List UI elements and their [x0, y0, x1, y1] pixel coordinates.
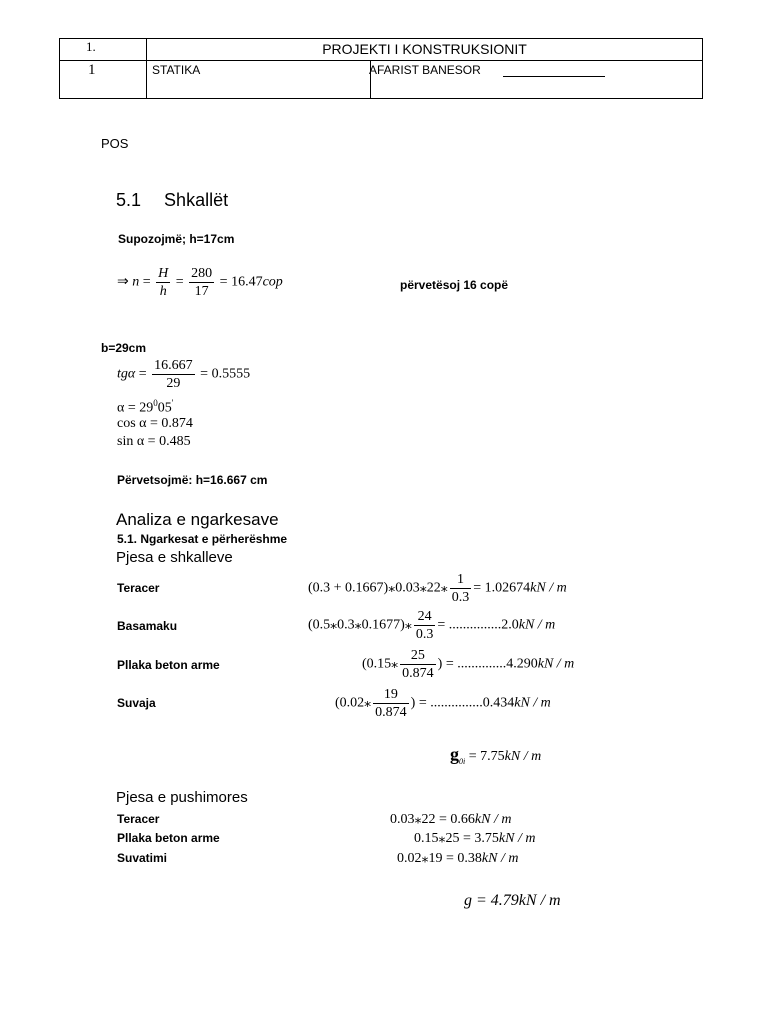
denominator: 29	[166, 376, 181, 391]
numerator: H	[158, 266, 169, 281]
analysis-title: Analiza e ngarkesave	[116, 510, 279, 529]
load-expr-post: = ...............2.0	[437, 617, 519, 633]
sin-line: sin α = 0.485	[117, 434, 191, 449]
g-total-value: g = 4.79	[464, 892, 519, 909]
load-expr-pre: (0.02⁎	[335, 695, 372, 711]
landing-load-expression	[397, 850, 518, 867]
n-var: n	[132, 274, 140, 290]
cos-line: cos α = 0.874	[117, 416, 193, 431]
implies-symbol: ⇒	[117, 274, 129, 290]
pos-label: POS	[101, 136, 129, 151]
landing-load-label: Teracer	[117, 812, 160, 826]
load-expr-pre: (0.3 + 0.1667)⁎0.03⁎22⁎	[308, 580, 448, 596]
numerator: 19	[373, 686, 409, 704]
b-label: b=29cm	[101, 341, 147, 355]
load-expression	[335, 686, 551, 721]
n-equation: ⇒ n = $\frac{H}{h}$ = $\frac{280}{17}$ = 16.47cop	[117, 266, 283, 299]
landing-load-expression	[390, 811, 511, 828]
load-unit: kN / m	[518, 617, 556, 633]
landing-unit: kN / m	[474, 812, 512, 827]
load-label: Suvaja	[117, 696, 156, 710]
numerator: 25	[400, 647, 436, 665]
numerator: 24	[414, 608, 436, 626]
header-title: PROJEKTI I KONSTRUKSIONIT	[322, 41, 527, 57]
g0-subscript: 0i	[459, 756, 466, 766]
landing-load-label: Suvatimi	[117, 851, 168, 865]
numerator: 16.667	[154, 358, 193, 373]
fraction	[414, 608, 436, 643]
load-unit: kN / m	[537, 656, 575, 672]
section-title: Shkallët	[164, 190, 229, 210]
denominator: 0.874	[375, 705, 407, 720]
alpha-line	[117, 398, 173, 417]
tg-lhs: tgα	[117, 366, 136, 382]
denominator: 0.874	[402, 666, 434, 681]
stair-part-heading: Pjesa e shkalleve	[116, 549, 233, 566]
load-label: Teracer	[117, 581, 160, 595]
landing-load-expression	[414, 830, 535, 847]
load-expr-post: ) = ...............0.434	[410, 695, 515, 711]
fraction	[152, 357, 195, 392]
load-expression	[362, 647, 574, 682]
denominator: 0.3	[451, 590, 470, 605]
adopt-h: Përvetsojmë: h=16.667 cm	[117, 473, 268, 487]
load-expr-pre: (0.15⁎	[362, 656, 399, 672]
tg-equation: tgα = $\frac{16.667}{29}$ = 0.5555	[117, 358, 251, 391]
degree-mark: 0	[153, 398, 158, 408]
fraction	[189, 265, 214, 300]
load-expression	[308, 608, 555, 643]
g0-symbol: g	[450, 744, 459, 764]
tg-result: 0.5555	[211, 366, 251, 382]
fraction	[156, 265, 170, 300]
g0-total	[450, 744, 541, 766]
header-row2-number: 1	[88, 62, 96, 78]
header-divider	[60, 60, 702, 61]
permanent-loads-heading: 5.1. Ngarkesat e përherëshme	[117, 532, 288, 546]
alpha-value: α = 29	[117, 400, 154, 416]
n-result: 16.47	[231, 274, 263, 290]
load-expression	[308, 571, 567, 606]
load-unit: kN / m	[514, 695, 551, 711]
g0-unit: kN / m	[504, 749, 542, 764]
landing-load-label: Pllaka beton arme	[117, 831, 220, 845]
suppose-text: Supozojmë; h=17cm	[118, 232, 235, 246]
header-row1-number: 1.	[86, 39, 96, 54]
load-label: Basamaku	[117, 619, 178, 633]
g-total-unit: kN / m	[518, 892, 561, 909]
landing-expr: 0.03⁎22 = 0.66	[390, 812, 475, 827]
landing-expr: 0.15⁎25 = 3.75	[414, 831, 499, 846]
denominator: 0.3	[415, 627, 434, 642]
landing-expr: 0.02⁎19 = 0.38	[397, 851, 482, 866]
load-label: Pllaka beton arme	[117, 658, 220, 672]
load-expr-pre: (0.5⁎0.3⁎0.1677)⁎	[308, 617, 412, 633]
header-blank-line	[503, 76, 605, 77]
numerator: 1	[450, 571, 472, 589]
landing-part-heading: Pjesa e pushimores	[116, 789, 248, 806]
fraction	[400, 647, 436, 682]
g0-value: = 7.75	[468, 749, 505, 764]
denominator: 17	[194, 284, 209, 299]
header-project-name: AFARIST BANESOR	[369, 63, 481, 77]
numerator: 280	[191, 266, 213, 281]
landing-unit: kN / m	[481, 851, 519, 866]
section-number: 5.1	[116, 190, 142, 210]
fraction	[450, 571, 472, 606]
fraction	[373, 686, 409, 721]
load-unit: kN / m	[530, 580, 567, 596]
alpha-minutes: 05	[157, 400, 172, 416]
denominator: h	[159, 284, 167, 299]
adopt-steps: përvetësoj 16 copë	[400, 278, 509, 292]
g-total	[464, 892, 561, 910]
load-expr-post: ) = ..............4.290	[437, 656, 538, 672]
prime-mark: '	[171, 398, 174, 408]
load-expr-post: = 1.02674	[473, 580, 531, 596]
n-unit: cop	[262, 274, 283, 290]
landing-unit: kN / m	[498, 831, 536, 846]
section-heading	[116, 190, 228, 211]
header-statika: STATIKA	[152, 63, 201, 77]
